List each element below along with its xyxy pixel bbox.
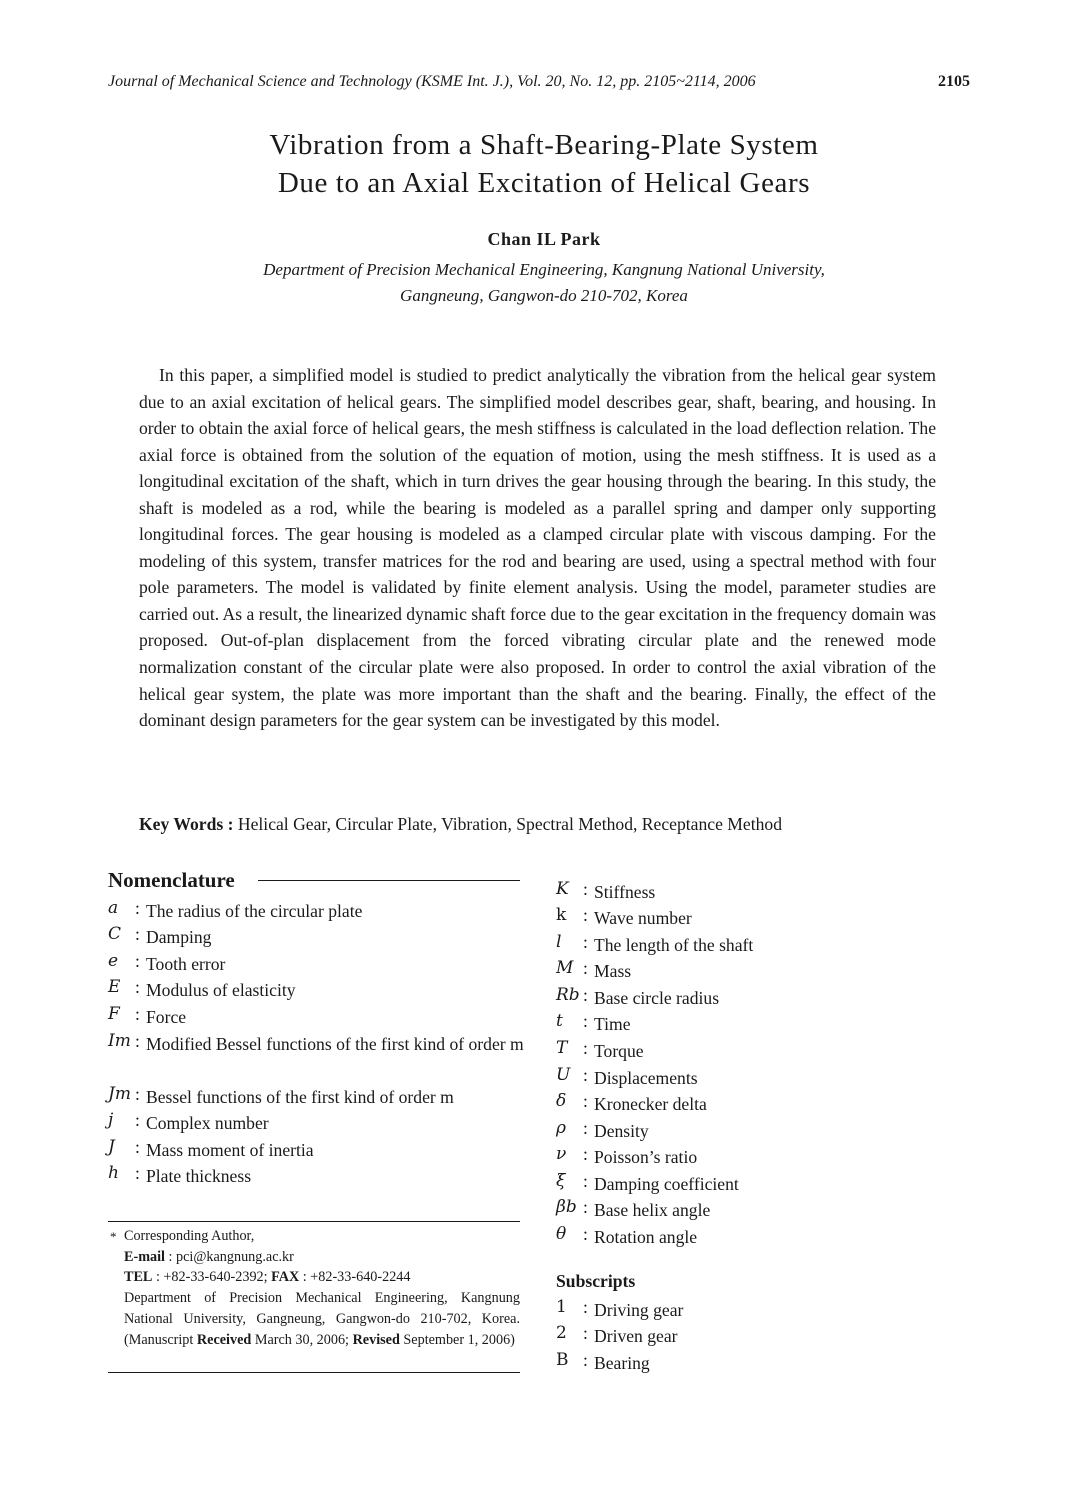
- nomenclature-symbol: βb: [556, 1197, 577, 1217]
- nomenclature-symbol: E: [108, 977, 121, 997]
- subscript-desc: Driven gear: [594, 1326, 678, 1346]
- abstract: In this paper, a simplified model is studied to predict analytically the vibration from the helical gear system due to an axial excitation of helical gears. The simplified model describes gear, shaft, bearing, and housing. In order to obtain the axial force of helical gears, the mesh stiffness is calculated in the load deflection relation. The axial force is obtained from the solution of the equation of motion, using the mesh stiffness. It is used as a longitudinal excitation of the shaft, which in turn drives the gear housing through the bearing. In this study, the shaft is modeled as a rod, while the bearing is modeled as a parallel spring and damper only supporting longitudinal forces. The gear housing is modeled as a clamped circular plate with viscous damping. For the modeling of this system, transfer matrices for the rod and bearing are used, using a spectral method with four pole parameters. The model is validated by finite element analysis. Using the model, parameter studies are carried out. As a result, the linearized dynamic shaft force due to the gear excitation in the frequency domain was proposed. Out-of-plan displacement from the forced vibrating circular plate and the renewed mode normalization constant of the circular plate were also proposed. In order to control the axial vibration of the helical gear system, the plate was more important than the shaft and the bearing. Finally, the effect of the dominant design parameters for the gear system can be investigated by this model.: [139, 365, 936, 731]
- subscript-symbol: 2: [556, 1323, 567, 1343]
- keywords-text: Helical Gear, Circular Plate, Vibration, Spectral Method, Receptance Method: [233, 814, 783, 834]
- nomenclature-desc: Modulus of elasticity: [146, 980, 296, 1000]
- nomenclature-title: Nomenclature: [108, 868, 241, 892]
- nomenclature-symbol: ρ: [556, 1118, 566, 1138]
- nomenclature-desc: Torque: [594, 1041, 644, 1061]
- nomenclature-symbol: F: [108, 1004, 120, 1024]
- nomenclature-symbol: t: [556, 1011, 563, 1031]
- nomenclature-symbol: j: [108, 1110, 114, 1130]
- email-line: E-mail : pci@kangnung.ac.kr: [124, 1248, 294, 1265]
- subscript-symbol: 1: [556, 1297, 567, 1317]
- nomenclature-desc: Rotation angle: [594, 1227, 698, 1247]
- nomenclature-symbol: C: [108, 924, 122, 944]
- nomenclature-symbol: Im: [108, 1031, 131, 1051]
- address-line: Department of Precision Mechanical Engineering, Kangnung National University, Gangneung, Gangwon-do 210-702, Korea. (Manuscript Received March 30, 2006; Revised September 1, 2006): [124, 1290, 520, 1348]
- nomenclature-symbol: Jm: [108, 1084, 131, 1104]
- nomenclature-desc: Complex number: [146, 1113, 269, 1133]
- nomenclature-symbol: a: [108, 898, 119, 918]
- nomenclature-symbol: ν: [556, 1144, 567, 1164]
- nomenclature-symbol: k: [556, 905, 567, 925]
- journal-header: [108, 73, 970, 91]
- phone-line: TEL : +82-33-640-2392; FAX : +82-33-640-2244: [124, 1269, 411, 1286]
- affiliation-line-1: Department of Precision Mechanical Engineering, Kangnung National University,: [263, 260, 825, 279]
- nomenclature-symbol: θ: [556, 1224, 567, 1244]
- title-line-2: Due to an Axial Excitation of Helical Gears: [277, 167, 811, 199]
- nomenclature-rule: [258, 880, 520, 881]
- nomenclature-symbol: l: [556, 932, 562, 952]
- nomenclature-desc: Plate thickness: [146, 1166, 252, 1186]
- nomenclature-symbol: e: [108, 951, 119, 971]
- nomenclature-symbol: K: [556, 879, 569, 899]
- corresponding-author: Corresponding Author,: [124, 1228, 255, 1244]
- nomenclature-desc: Density: [594, 1121, 649, 1141]
- journal-citation: Journal of Mechanical Science and Technology (KSME Int. J.), Vol. 20, No. 12, pp. 2105~2114, 2006: [108, 73, 756, 90]
- email-address: : pci@kangnung.ac.kr: [164, 1248, 294, 1265]
- nomenclature-desc: Bessel functions of the first kind of order m: [146, 1087, 454, 1107]
- nomenclature-desc: Stiffness: [594, 882, 656, 902]
- nomenclature-desc: Poisson’s ratio: [594, 1147, 698, 1167]
- nomenclature-desc: Displacements: [594, 1068, 698, 1088]
- affiliation: [0, 257, 1088, 309]
- nomenclature-symbol: U: [556, 1065, 571, 1085]
- keywords: [139, 814, 939, 835]
- nomenclature-desc: Time: [594, 1014, 631, 1034]
- page-number: 2105: [938, 73, 970, 90]
- nomenclature-desc: The length of the shaft: [594, 935, 754, 955]
- nomenclature-symbol: J: [108, 1137, 115, 1157]
- nomenclature-desc: Base circle radius: [594, 988, 720, 1008]
- paper-title: [0, 126, 1088, 202]
- nomenclature-desc: The radius of the circular plate: [146, 901, 363, 921]
- nomenclature-symbol: M: [556, 958, 574, 978]
- nomenclature-symbol: Rb: [556, 985, 580, 1005]
- nomenclature-symbol: h: [108, 1163, 119, 1183]
- nomenclature-desc: Mass: [594, 961, 632, 981]
- nomenclature-heading: [108, 868, 520, 894]
- nomenclature-desc: Force: [146, 1007, 187, 1027]
- subscript-desc: Bearing: [594, 1353, 650, 1373]
- nomenclature-desc: Damping coefficient: [594, 1174, 739, 1194]
- title-line-1: Vibration from a Shaft-Bearing-Plate System: [269, 129, 819, 161]
- author-name: Chan IL Park: [487, 229, 601, 249]
- nomenclature-symbol: δ: [556, 1091, 567, 1111]
- nomenclature-desc: Mass moment of inertia: [146, 1140, 314, 1160]
- footnote-box: [108, 1221, 520, 1373]
- nomenclature-desc: Base helix angle: [594, 1200, 711, 1220]
- nomenclature-symbol: ξ: [556, 1171, 566, 1191]
- tel-number: : +82-33-640-2392;: [152, 1269, 272, 1286]
- affiliation-line-2: Gangneung, Gangwon-do 210-702, Korea: [400, 286, 688, 305]
- footnote-text: [110, 1226, 520, 1350]
- nomenclature-desc: Wave number: [594, 908, 692, 928]
- subscript-desc: Driving gear: [594, 1300, 684, 1320]
- nomenclature-desc: Damping: [146, 927, 212, 947]
- nomenclature-desc: Tooth error: [146, 954, 226, 974]
- subscripts-heading: Subscripts: [556, 1271, 636, 1291]
- fax-number: : +82-33-640-2244: [299, 1269, 411, 1286]
- nomenclature-desc: Kronecker delta: [594, 1094, 707, 1114]
- nomenclature-symbol: T: [556, 1038, 568, 1058]
- nomenclature-desc: Modified Bessel functions of the first kind of order m: [146, 1034, 524, 1054]
- footnote-star: *: [110, 1229, 117, 1244]
- subscript-symbol: B: [556, 1350, 569, 1370]
- keywords-label: Key Words :: [139, 814, 234, 834]
